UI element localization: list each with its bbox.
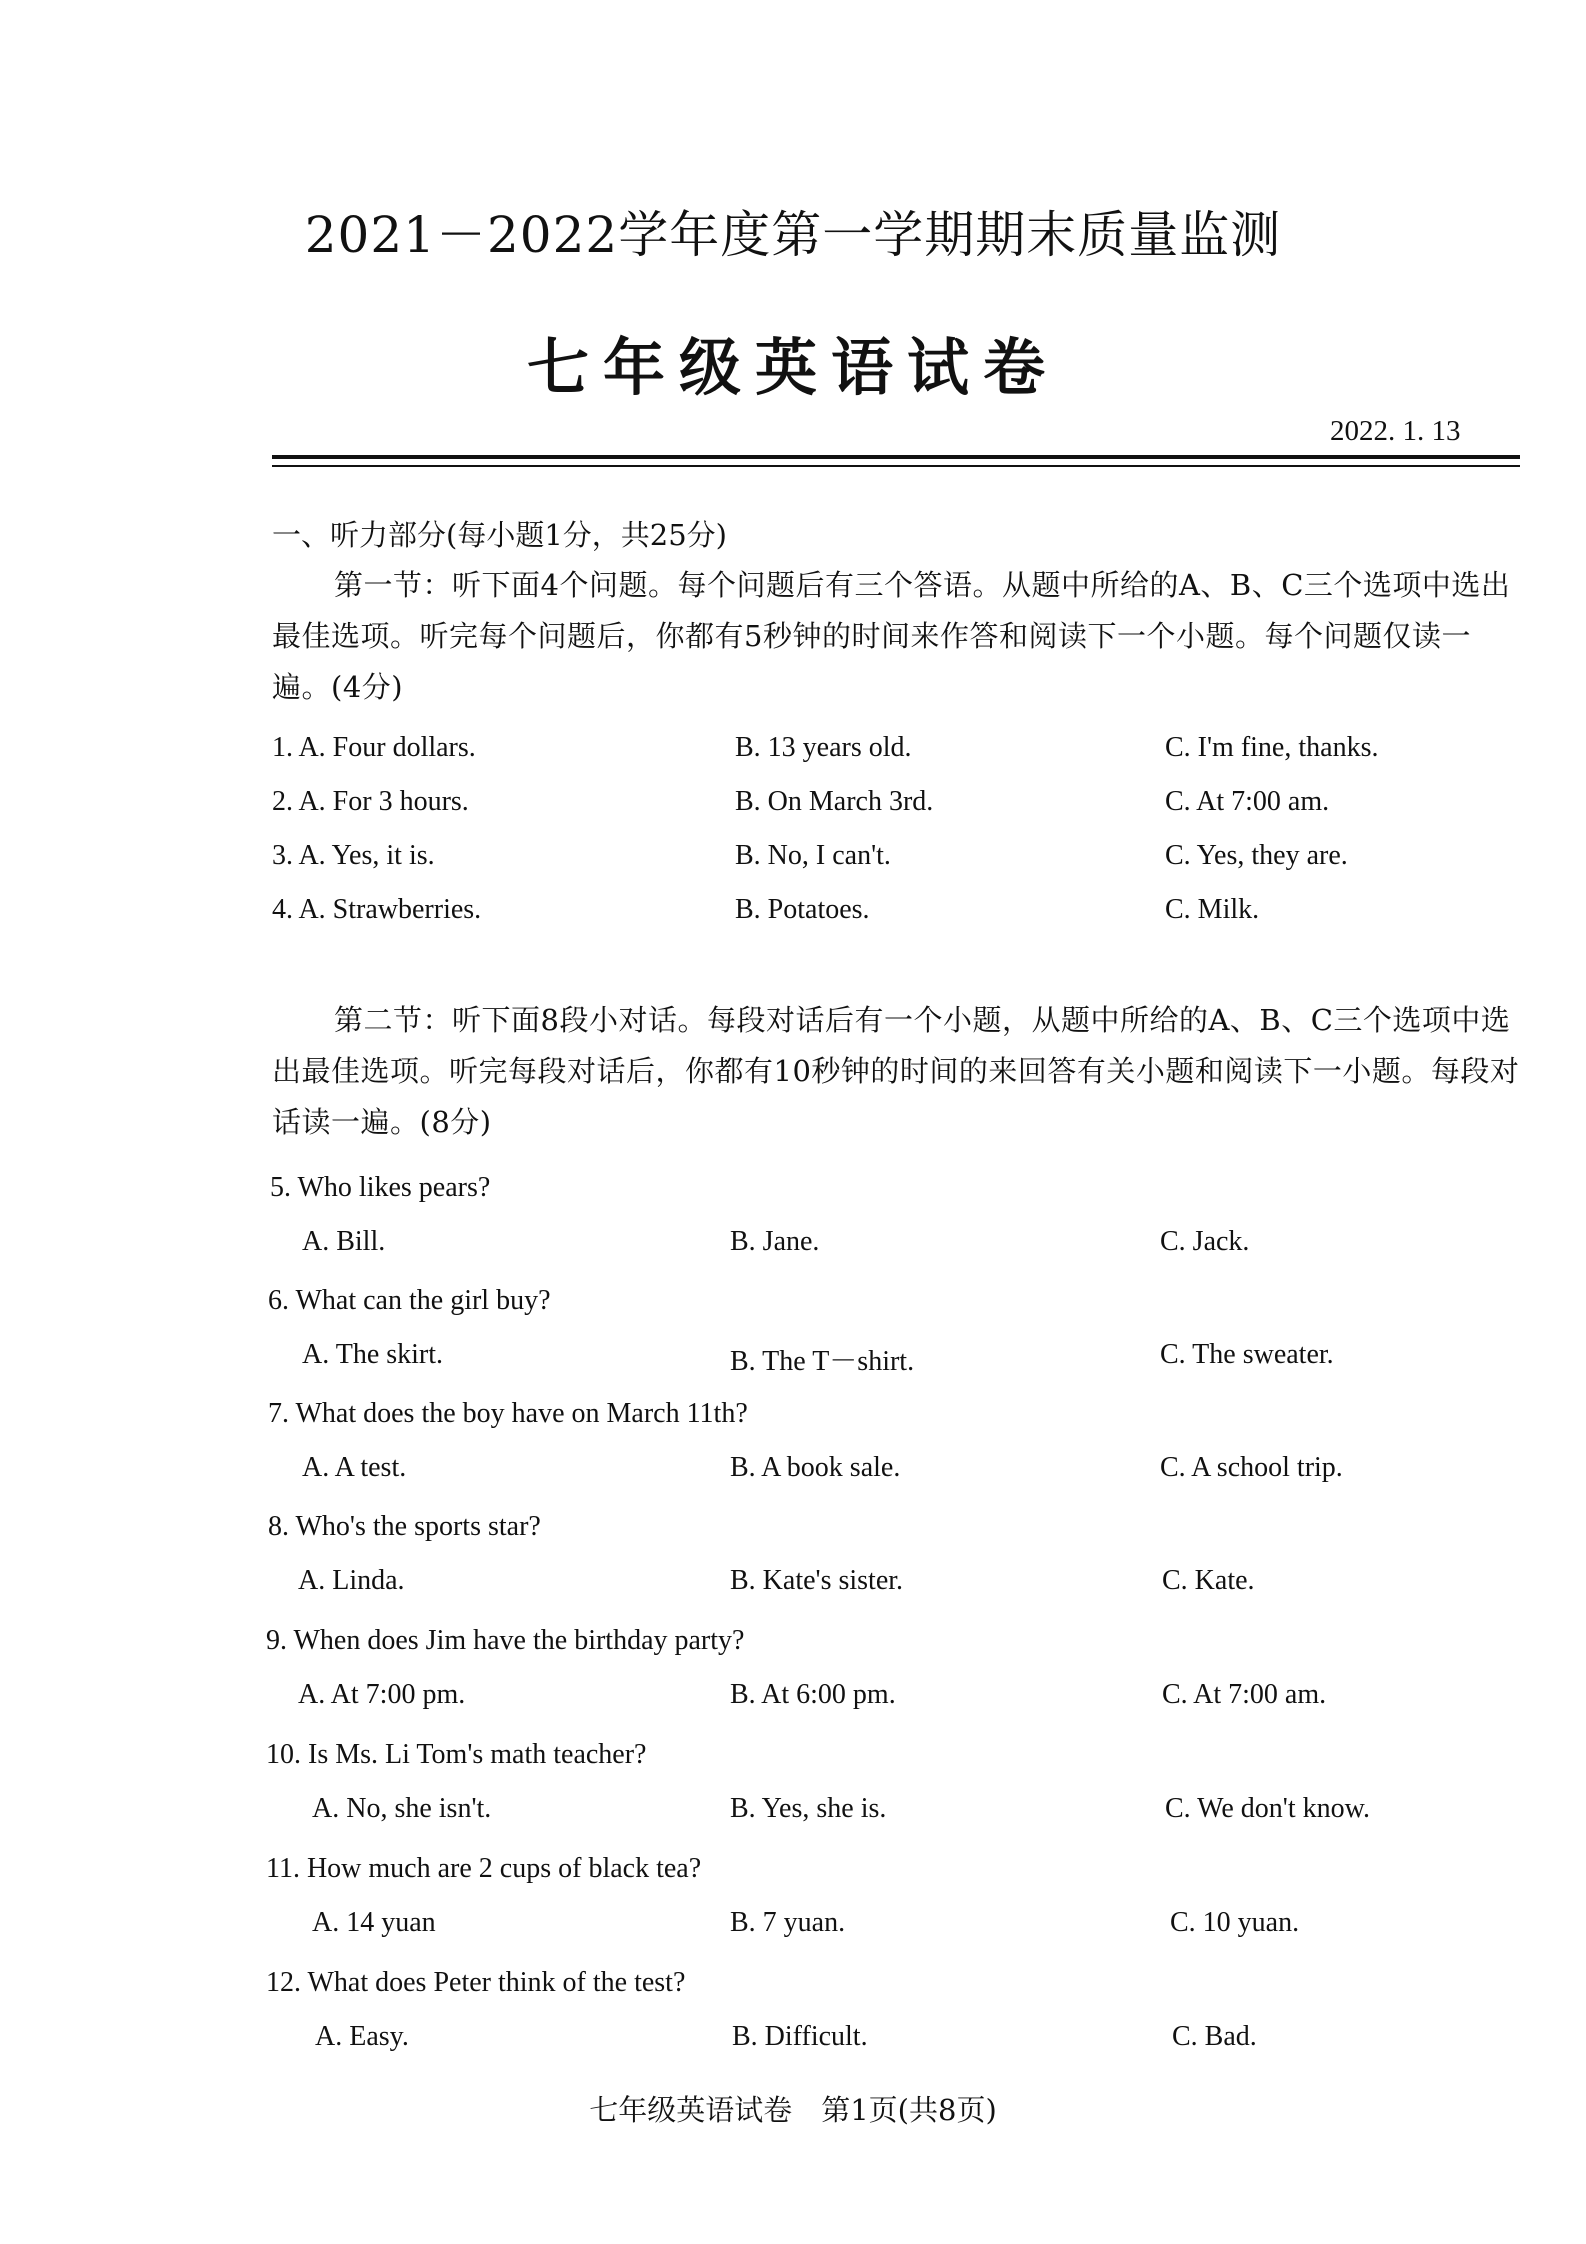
- question-options: [0, 1793, 1586, 1833]
- option-c: C. Kate.: [1162, 1565, 1255, 1596]
- option-b: B. Kate's sister.: [730, 1565, 904, 1596]
- question-options: [0, 1452, 1586, 1492]
- stem-text: 7. What does the boy have on March 11th?: [268, 1398, 748, 1429]
- option-b: B. Difficult.: [732, 2021, 868, 2052]
- option-b: B. 7 yuan.: [730, 1907, 846, 1938]
- option-b: B. Yes, she is.: [730, 1793, 887, 1824]
- exam-subtitle: 七年级英语试卷: [526, 331, 1059, 404]
- option-b: B. 13 years old.: [735, 732, 912, 763]
- option-c: C. 10 yuan.: [1170, 1907, 1300, 1938]
- question-options: [0, 2021, 1586, 2061]
- option-b: B. On March 3rd.: [735, 786, 934, 817]
- option-c: C. We don't know.: [1165, 1793, 1371, 1824]
- exam-date: 2022. 1. 13: [1330, 415, 1461, 447]
- stem-text: 12. What does Peter think of the test?: [266, 1967, 686, 1998]
- option-b: B. Jane.: [730, 1226, 820, 1257]
- option-a: A. Bill.: [302, 1226, 386, 1257]
- question-stem: [0, 1625, 1586, 1665]
- section-heading: 一、听力部分(每小题1分，共25分): [272, 518, 727, 552]
- stem-text: 10. Is Ms. Li Tom's math teacher?: [266, 1739, 647, 1770]
- question-stem: [0, 1285, 1586, 1325]
- option-a: A. Easy.: [315, 2021, 409, 2052]
- header-rule-thin: [272, 465, 1520, 467]
- option-c: C. A school trip.: [1160, 1452, 1343, 1483]
- part1-instructions: 第一节：听下面4个问题。每个问题后有三个答语。从题中所给的A、B、C三个选项中选出最佳选项。听完每个问题后，你都有5秒钟的时间来作答和阅读下一个小题。每个问题仅读一遍。(4分): [272, 568, 1511, 704]
- option-c: C. Bad.: [1172, 2021, 1257, 2052]
- option-c: C. At 7:00 am.: [1165, 786, 1330, 817]
- option-b: B. No, I can't.: [735, 840, 891, 871]
- option-b: B. Potatoes.: [735, 894, 870, 925]
- question-row: [0, 732, 1586, 772]
- exam-title: 2021－2022学年度第一学期期末质量监测: [304, 206, 1282, 264]
- stem-text: 9. When does Jim have the birthday party?: [266, 1625, 745, 1656]
- option-c: C. Jack.: [1160, 1226, 1250, 1257]
- option-a: 4. A. Strawberries.: [272, 894, 482, 925]
- question-stem: [0, 1172, 1586, 1212]
- stem-text: 8. Who's the sports star?: [268, 1511, 541, 1542]
- page-footer: 七年级英语试卷 第1页(共8页): [589, 2093, 997, 2127]
- question-options: [0, 1339, 1586, 1379]
- question-stem: [0, 1511, 1586, 1551]
- option-a: A. The skirt.: [302, 1339, 444, 1370]
- stem-text: 5. Who likes pears?: [270, 1172, 491, 1203]
- question-stem: [0, 1853, 1586, 1893]
- part2-instructions: 第二节：听下面8段小对话。每段对话后有一个小题，从题中所给的A、B、C三个选项中选出最佳选项。听完每段对话后，你都有10秒钟的时间的来回答有关小题和阅读下一小题。每段对话读一遍。(8分): [272, 1003, 1520, 1139]
- option-a: A. 14 yuan: [312, 1907, 436, 1938]
- question-options: [0, 1907, 1586, 1947]
- question-options: [0, 1679, 1586, 1719]
- option-a: 2. A. For 3 hours.: [272, 786, 469, 817]
- option-a: 3. A. Yes, it is.: [272, 840, 435, 871]
- option-c: C. I'm fine, thanks.: [1165, 732, 1379, 763]
- option-a: A. A test.: [302, 1452, 407, 1483]
- option-c: C. Milk.: [1165, 894, 1260, 925]
- header-rule-thick: [272, 455, 1520, 459]
- option-a: A. Linda.: [298, 1565, 405, 1596]
- question-stem: [0, 1398, 1586, 1438]
- option-b: B. At 6:00 pm.: [730, 1679, 896, 1710]
- question-row: [0, 894, 1586, 934]
- option-c: C. The sweater.: [1160, 1339, 1334, 1370]
- option-c: C. At 7:00 am.: [1162, 1679, 1327, 1710]
- question-row: [0, 840, 1586, 880]
- option-a: A. No, she isn't.: [312, 1793, 492, 1824]
- question-options: [0, 1226, 1586, 1266]
- question-options: [0, 1565, 1586, 1605]
- stem-text: 11. How much are 2 cups of black tea?: [266, 1853, 702, 1884]
- question-row: [0, 786, 1586, 826]
- option-a: A. At 7:00 pm.: [298, 1679, 466, 1710]
- option-c: C. Yes, they are.: [1165, 840, 1348, 871]
- option-b: B. The T－shirt.: [730, 1346, 915, 1377]
- option-a: 1. A. Four dollars.: [272, 732, 476, 763]
- stem-text: 6. What can the girl buy?: [268, 1285, 551, 1316]
- question-stem: [0, 1739, 1586, 1779]
- question-stem: [0, 1967, 1586, 2007]
- option-b: B. A book sale.: [730, 1452, 901, 1483]
